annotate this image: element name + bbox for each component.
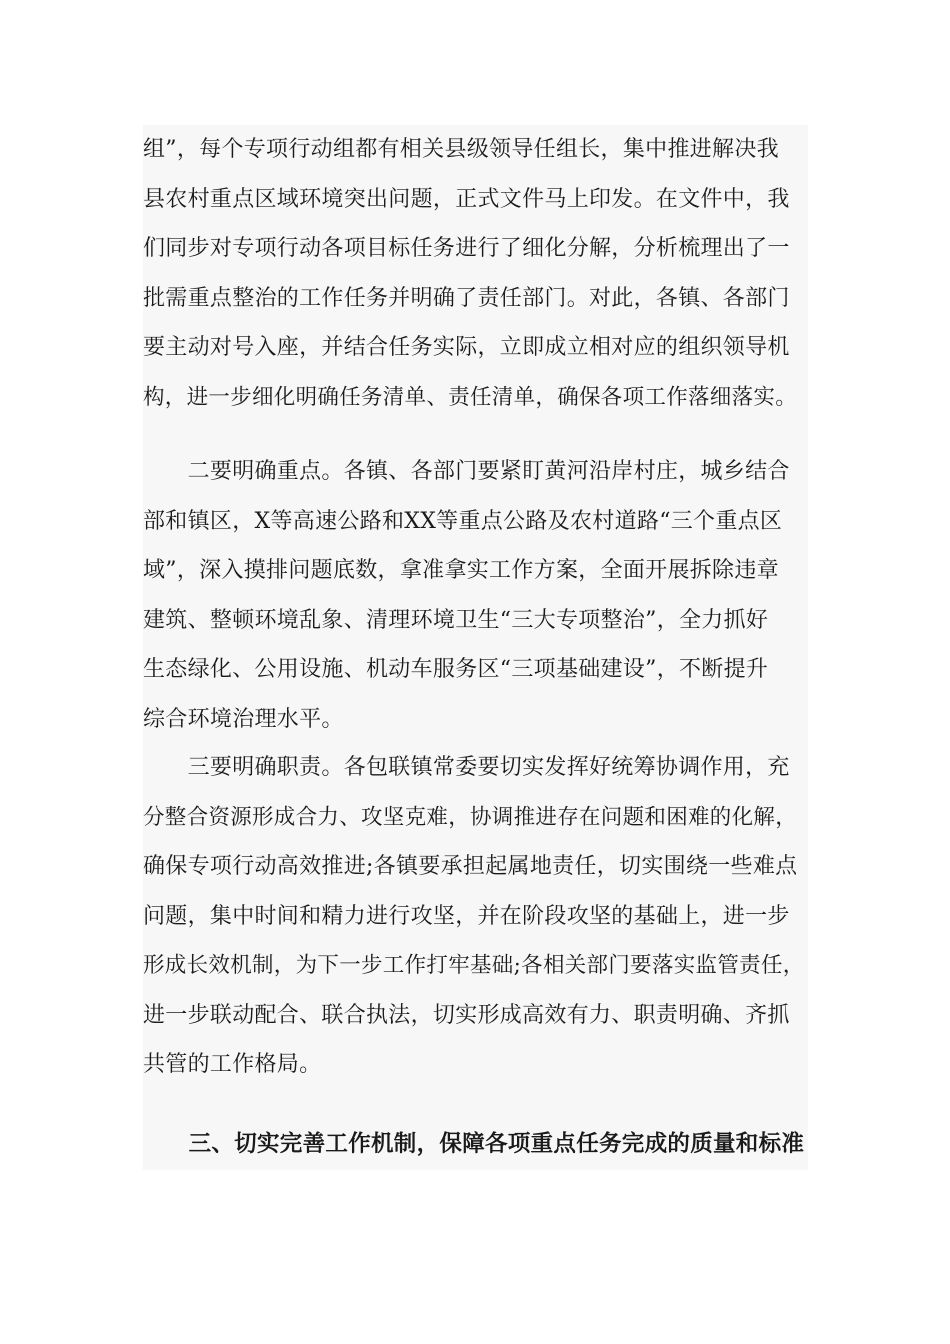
text-line: 确保专项行动高效推进;各镇要承担起属地责任，切实围绕一些难点: [143, 854, 798, 879]
paragraph-continuation: [143, 125, 808, 422]
text-line: 综合环境治理水平。: [143, 706, 344, 732]
text-line: 问题，集中时间和精力进行攻坚，并在阶段攻坚的基础上，进一步: [143, 903, 790, 929]
paragraph-spacing: [143, 422, 808, 447]
text-line: 组”，每个专项行动组都有相关县级领导任组长，集中推进解决我: [143, 137, 779, 162]
text-line: 部和镇区，X等高速公路和XX等重点公路及农村道路“三个重点区: [143, 508, 783, 534]
text-line: 共管的工作格局。: [143, 1052, 322, 1077]
text-line: 形成长效机制，为下一步工作打牢基础;各相关部门要落实监管责任，: [143, 953, 805, 978]
text-line: 批需重点整治的工作任务并明确了责任部门。对此，各镇、各部门: [143, 285, 790, 311]
text-line: 要主动对号入座，并结合任务实际，立即成立相对应的组织领导机: [143, 335, 790, 360]
paragraph-responsibilities: [143, 743, 808, 1090]
text-line: 们同步对专项行动各项目标任务进行了细化分解，分析梳理出了一: [143, 236, 790, 261]
text-line: 建筑、整顿环境乱象、清理环境卫生“三大专项整治”，全力抓好: [143, 607, 769, 633]
paragraph-spacing: [143, 1090, 808, 1120]
text-line: 二要明确重点。各镇、各部门要紧盯黄河沿岸村庄，城乡结合: [143, 459, 790, 484]
text-line: 三要明确职责。各包联镇常委要切实发挥好统筹协调作用，充: [143, 755, 790, 780]
text-line: 生态绿化、公用设施、机动车服务区“三项基础建设”，不断提升: [143, 657, 769, 682]
text-line: 域”，深入摸排问题底数，拿准拿实工作方案，全面开展拆除违章: [143, 558, 779, 583]
heading-text: 三、切实完善工作机制，保障各项重点任务完成的质量和标准: [143, 1131, 805, 1157]
text-line: 县农村重点区域环境突出问题，正式文件马上印发。在文件中，我: [143, 186, 790, 212]
text-line: 构，进一步细化明确任务清单、责任清单，确保各项工作落细落实。: [143, 384, 798, 410]
section-heading: [143, 1120, 808, 1170]
text-line: 分整合资源形成合力、攻坚克难，协调推进存在问题和困难的化解，: [143, 804, 798, 830]
paragraph-key-focus: [143, 447, 808, 744]
text-line: 进一步联动配合、联合执法，切实形成高效有力、职责明确、齐抓: [143, 1002, 790, 1028]
